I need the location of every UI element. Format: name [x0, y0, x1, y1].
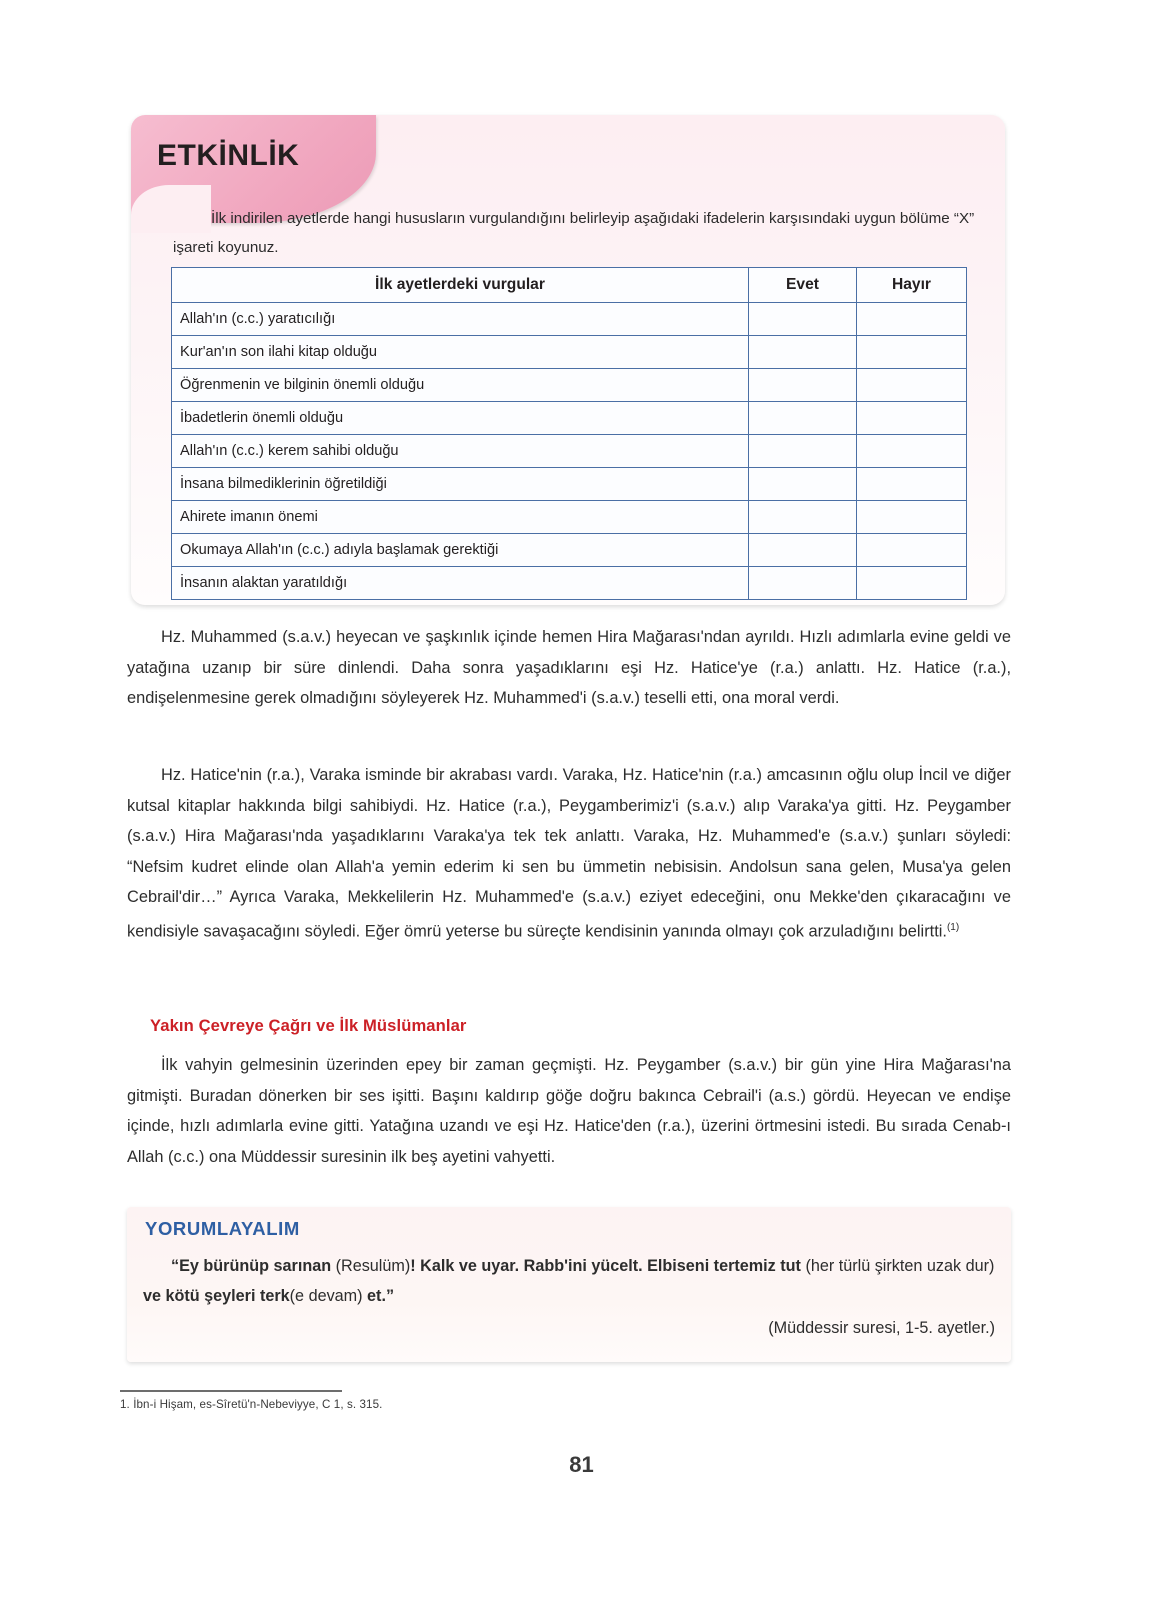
checkbox-cell-yes[interactable]	[749, 369, 857, 402]
checkbox-cell-yes[interactable]	[749, 303, 857, 336]
checkbox-cell-no[interactable]	[857, 336, 967, 369]
quote-segment-plain-1: (Resulüm)	[335, 1257, 411, 1275]
activity-box	[131, 115, 1005, 605]
table-row	[172, 468, 967, 501]
table-row	[172, 402, 967, 435]
row-statement: İnsanın alaktan yaratıldığı	[172, 567, 749, 600]
table-header-row	[172, 268, 967, 303]
table-row	[172, 336, 967, 369]
table-row	[172, 435, 967, 468]
column-header-no: Hayır	[857, 268, 967, 303]
table-row	[172, 303, 967, 336]
row-statement: Allah'ın (c.c.) yaratıcılığı	[172, 303, 749, 336]
quote-segment-bold-2: ! Kalk ve uyar. Rabb'ini yücelt. Elbiseni tertemiz tut	[410, 1257, 801, 1275]
row-statement: Öğrenmenin ve bilginin önemli olduğu	[172, 369, 749, 402]
interpret-box	[127, 1207, 1011, 1362]
checkbox-cell-no[interactable]	[857, 303, 967, 336]
checkbox-cell-yes[interactable]	[749, 501, 857, 534]
body-paragraph-2-text: Hz. Hatice'nin (r.a.), Varaka isminde bir akrabası vardı. Varaka, Hz. Hatice'nin (r.a.) amcasının oğlu olup İncil ve diğer kutsal kitaplar hakkında bilgi sahibiydi. Hz. Hatice (r.a.), Peygamberimiz'i (s.a.v.) alıp Varaka'ya gitti. Hz. Peygamber (s.a.v.) Hira Mağarası'nda yaşadıklarını Varaka'ya tek tek anlattı. Varaka, Hz. Muhammed'e (s.a.v.) şunları söyledi: “Nefsim kudret elinde olan Allah'a yemin ederim ki sen bu ümmetin nebisisin. Andolsun sana gelen, Musa'ya gelen Cebrail'dir…” Ayrıca Varaka, Mekkelilerin Hz. Muhammed'e (s.a.v.) eziyet edeceğini, onu Mekke'den çıkaracağını ve kendisiyle savaşacağını söyledi. Eğer ömrü yeterse bu süreçte kendisinin yanında olmayı çok arzuladığını belirtti.	[127, 766, 1011, 941]
body-paragraph-1: Hz. Muhammed (s.a.v.) heyecan ve şaşkınlık içinde hemen Hira Mağarası'ndan ayrıldı. Hızlı adımlarla evine geldi ve yatağına uzanıp bir süre dinlendi. Daha sonra yaşadıklarını eşi Hz. Hatice'ye (r.a.) anlattı. Hz. Hatice (r.a.), endişelenmesine gerek olmadığını söyleyerek Hz. Muhammed'i (s.a.v.) teselli etti, ona moral verdi.	[127, 628, 1011, 708]
footnote-marker: (1)	[946, 921, 960, 933]
checkbox-cell-yes[interactable]	[749, 402, 857, 435]
checkbox-cell-yes[interactable]	[749, 534, 857, 567]
checkbox-cell-no[interactable]	[857, 501, 967, 534]
quote-segment-plain-3: (e devam)	[289, 1287, 363, 1305]
checkbox-cell-no[interactable]	[857, 402, 967, 435]
body-paragraph-3: İlk vahyin gelmesinin üzerinden epey bir zaman geçmişti. Hz. Peygamber (s.a.v.) bir gün yine Hira Mağarası'na gitmişti. Buradan dönerken bir ses işitti. Başını kaldırıp göğe doğru bakınca Cebrail'i (a.s.) gördü. Heyecan ve endişe içinde, hızlı adımlarla evine gitti. Yatağına uzandı ve eşi Hz. Hatice'den (r.a.), üzerini örtmesini istedi. Bu sırada Cenab-ı Allah (c.c.) ona Müddessir suresinin ilk beş ayetini vahyetti.	[127, 1056, 1011, 1166]
footnote-text: 1. İbn-i Hişam, es-Sîretü'n-Nebeviyye, C 1, s. 315.	[120, 1398, 383, 1411]
column-header-statement: İlk ayetlerdeki vurgular	[172, 268, 749, 303]
column-header-yes: Evet	[749, 268, 857, 303]
checkbox-cell-yes[interactable]	[749, 336, 857, 369]
activity-box-inner	[131, 115, 1005, 605]
checkbox-cell-yes[interactable]	[749, 567, 857, 600]
row-statement: Allah'ın (c.c.) kerem sahibi olduğu	[172, 435, 749, 468]
interpret-box-title: YORUMLAYALIM	[145, 1218, 300, 1239]
section-heading: Yakın Çevreye Çağrı ve İlk Müslümanlar	[150, 1016, 467, 1035]
checkbox-cell-yes[interactable]	[749, 435, 857, 468]
row-statement: İbadetlerin önemli olduğu	[172, 402, 749, 435]
table-row	[172, 369, 967, 402]
table-row	[172, 501, 967, 534]
table-row	[172, 534, 967, 567]
checklist-table-wrap	[171, 267, 966, 600]
interpret-box-quote	[143, 1251, 995, 1311]
footnote-separator	[120, 1390, 342, 1392]
quote-segment-plain-2: (her türlü şirkten uzak dur)	[805, 1257, 995, 1275]
table-row	[172, 567, 967, 600]
body-paragraph-2	[127, 760, 1011, 947]
checkbox-cell-no[interactable]	[857, 534, 967, 567]
checkbox-cell-no[interactable]	[857, 567, 967, 600]
page-number: 81	[569, 1452, 594, 1477]
interpret-box-reference: (Müddessir suresi, 1-5. ayetler.)	[768, 1319, 995, 1337]
checklist-table	[171, 267, 967, 600]
row-statement: Ahirete imanın önemi	[172, 501, 749, 534]
quote-segment-bold-4: et.”	[367, 1287, 395, 1305]
checkbox-cell-no[interactable]	[857, 468, 967, 501]
quote-segment-bold-3: ve kötü şeyleri terk	[143, 1287, 290, 1305]
checkbox-cell-no[interactable]	[857, 369, 967, 402]
checkbox-cell-yes[interactable]	[749, 468, 857, 501]
quote-segment-bold-1: “Ey bürünüp sarınan	[171, 1257, 332, 1275]
row-statement: Kur'an'ın son ilahi kitap olduğu	[172, 336, 749, 369]
activity-badge-label: ETKİNLİK	[157, 139, 300, 172]
checkbox-cell-no[interactable]	[857, 435, 967, 468]
row-statement: Okumaya Allah'ın (c.c.) adıyla başlamak gerektiği	[172, 534, 749, 567]
activity-instruction: İlk indirilen ayetlerde hangi hususların vurgulandığını belirleyip aşağıdaki ifadelerin karşısındaki uygun bölüme “X” işareti koyunuz.	[173, 210, 975, 256]
row-statement: İnsana bilmediklerinin öğretildiği	[172, 468, 749, 501]
